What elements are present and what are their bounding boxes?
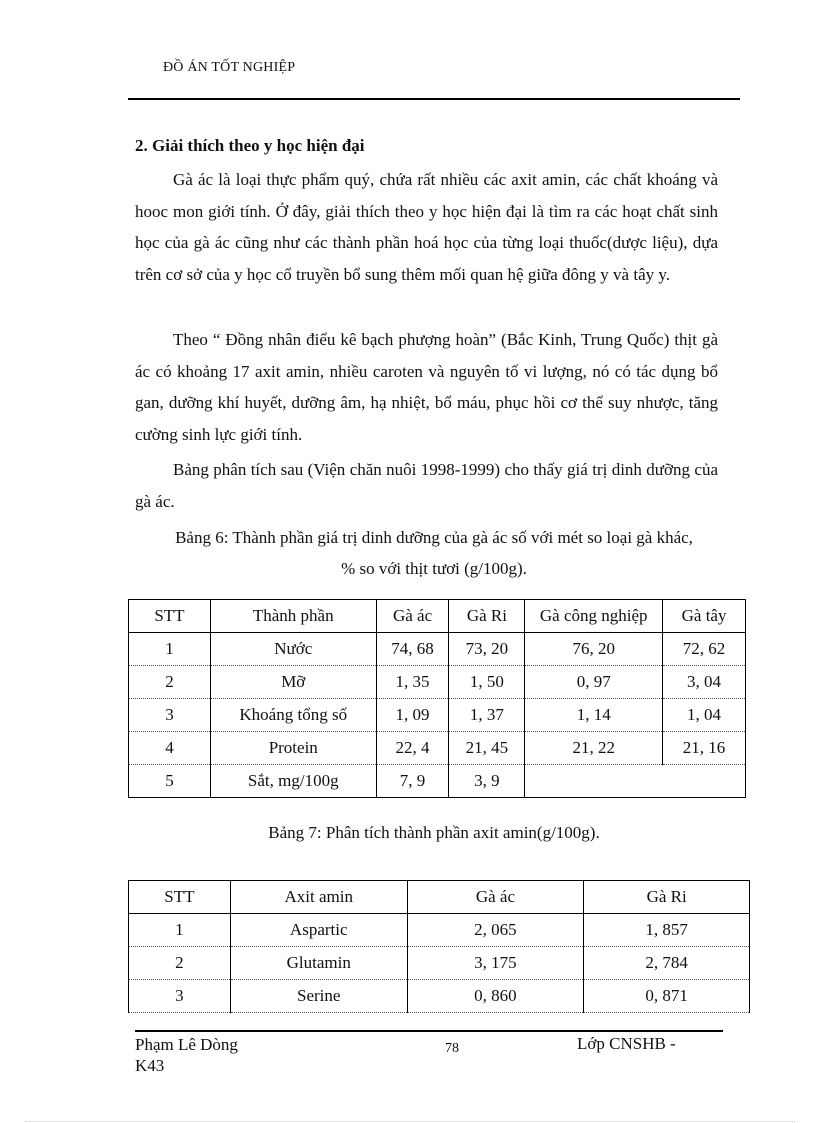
footer-class: Lớp CNSHB - xyxy=(577,1034,676,1053)
table-cell: 3, 9 xyxy=(449,765,525,798)
table-cell: 1 xyxy=(129,633,211,666)
header-divider xyxy=(128,98,740,100)
table-row xyxy=(129,914,750,947)
footer-author xyxy=(135,1034,305,1076)
paragraph-1: Gà ác là loại thực phẩm quý, chứa rất nhiều các axit amin, các chất khoáng và hooc mon giới tính. Ở đây, giải thích theo y học hiện đại là tìm ra các hoạt chất sinh học của gà ác cũng như các thành phần hoá học của từng loại thuốc(dược liệu), dựa trên cơ sở của y học cổ truyền bổ sung thêm mối quan hệ giữa đông y và tây y. xyxy=(135,170,718,284)
paragraph-3: Bảng phân tích sau (Viện chăn nuôi 1998-1999) cho thấy giá trị dinh dưỡng của gà ác. xyxy=(135,460,718,511)
footer-author-cohort: K43 xyxy=(135,1056,165,1075)
table-cell: 2, 784 xyxy=(584,947,750,980)
header-title: ĐỒ ÁN TỐT NGHIỆP xyxy=(163,60,296,75)
table-header-cell: Thành phần xyxy=(210,600,376,633)
table-cell: 2 xyxy=(129,666,211,699)
table-cell: Sắt, mg/100g xyxy=(210,765,376,798)
table-cell: 76, 20 xyxy=(525,633,663,666)
table-header-cell: Gà tây xyxy=(663,600,746,633)
table-cell: 1, 37 xyxy=(449,699,525,732)
table-row xyxy=(129,633,746,666)
table-cell: 1, 857 xyxy=(584,914,750,947)
table6-caption-line2: % so với thịt tươi (g/100g). xyxy=(341,559,527,578)
table-header-cell: STT xyxy=(129,881,231,914)
paragraph-2: Theo “ Đồng nhân điểu kê bạch phượng hoàn” (Bắc Kinh, Trung Quốc) thịt gà ác có khoảng 17 axit amin, nhiều caroten và nguyên tố vi lượng, nó có tác dụng bổ gan, dưỡng khí huyết, dưỡng âm, hạ nhiệt, bổ máu, phục hồi cơ thể suy nhược, tăng cường sinh lực giới tính. xyxy=(135,330,718,444)
table-cell: 73, 20 xyxy=(449,633,525,666)
table-cell: 1 xyxy=(129,914,231,947)
table-cell: Khoáng tổng số xyxy=(210,699,376,732)
table-header-cell: Gà công nghiệp xyxy=(525,600,663,633)
table-cell: 3, 175 xyxy=(407,947,584,980)
table-cell: Serine xyxy=(230,980,407,1013)
table-cell: 1, 14 xyxy=(525,699,663,732)
table-cell: 21, 45 xyxy=(449,732,525,765)
table-cell: 0, 97 xyxy=(525,666,663,699)
nutrition-table xyxy=(128,599,746,798)
table-header-row xyxy=(129,600,746,633)
table-cell: Glutamin xyxy=(230,947,407,980)
footer-divider xyxy=(135,1030,723,1032)
table-cell: 1, 04 xyxy=(663,699,746,732)
page-number: 78 xyxy=(445,1041,459,1056)
table-cell: 21, 22 xyxy=(525,732,663,765)
table7-caption: Bảng 7: Phân tích thành phần axit amin(g/100g). xyxy=(268,823,600,842)
table-row xyxy=(129,699,746,732)
table-cell: 0, 871 xyxy=(584,980,750,1013)
table-cell: 21, 16 xyxy=(663,732,746,765)
table-cell: 0, 860 xyxy=(407,980,584,1013)
table-cell: Nước xyxy=(210,633,376,666)
table-cell: Protein xyxy=(210,732,376,765)
table-header-cell: STT xyxy=(129,600,211,633)
table-cell: Mỡ xyxy=(210,666,376,699)
table-empty-cell xyxy=(525,765,746,798)
table-header-cell: Gà ác xyxy=(376,600,449,633)
table-cell: 5 xyxy=(129,765,211,798)
table-header-cell: Gà Ri xyxy=(584,881,750,914)
table-cell: 74, 68 xyxy=(376,633,449,666)
table-row xyxy=(129,666,746,699)
table-cell: 7, 9 xyxy=(376,765,449,798)
table-row xyxy=(129,947,750,980)
table-header-cell: Gà Ri xyxy=(449,600,525,633)
table-row xyxy=(129,732,746,765)
table-header-cell: Gà ác xyxy=(407,881,584,914)
table-cell: 1, 50 xyxy=(449,666,525,699)
page-bottom-border xyxy=(25,1121,795,1122)
table-cell: 3 xyxy=(129,980,231,1013)
footer-author-name: Phạm Lê Dòng xyxy=(135,1035,238,1054)
table-cell: 3 xyxy=(129,699,211,732)
table-cell: 2 xyxy=(129,947,231,980)
table-cell: 22, 4 xyxy=(376,732,449,765)
section-heading: 2. Giải thích theo y học hiện đại xyxy=(135,136,365,155)
table6-caption-line1: Bảng 6: Thành phần giá trị dinh dưỡng của gà ác số với mét so loại gà khác, xyxy=(175,528,693,547)
table-cell: 3, 04 xyxy=(663,666,746,699)
table-row xyxy=(129,980,750,1013)
table-header-row xyxy=(129,881,750,914)
table-cell: 1, 09 xyxy=(376,699,449,732)
table-cell: 4 xyxy=(129,732,211,765)
amino-acid-table xyxy=(128,880,750,1013)
table-header-cell: Axit amin xyxy=(230,881,407,914)
table6-caption xyxy=(128,522,740,584)
table-cell: 2, 065 xyxy=(407,914,584,947)
table-cell: 1, 35 xyxy=(376,666,449,699)
table-cell: 72, 62 xyxy=(663,633,746,666)
table-row xyxy=(129,765,746,798)
table-cell: Aspartic xyxy=(230,914,407,947)
